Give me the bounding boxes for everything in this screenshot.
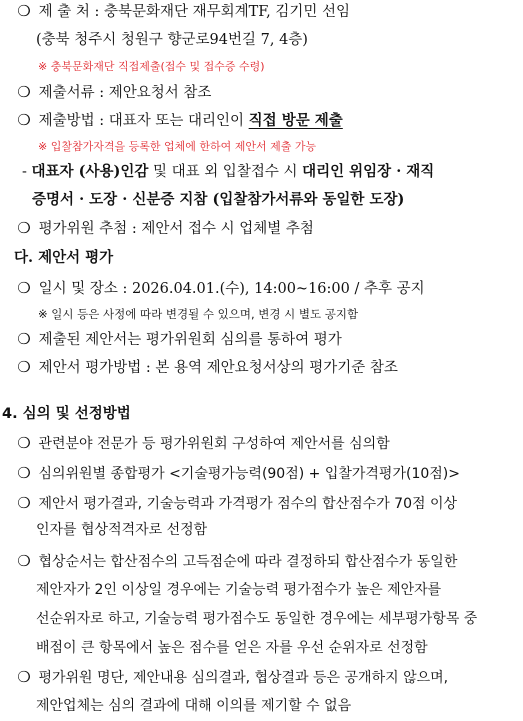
method-text: 제출방법 : 대표자 또는 대리인이 — [38, 113, 249, 129]
section-4-text: 4. 심의 및 선정방법 — [2, 406, 131, 422]
s4-item-1 — [14, 433, 390, 454]
note-agent-text: ※ 입찰참가자격을 등록한 업체에 한하여 제안서 제출 가능 — [38, 140, 317, 153]
s4-item-4-cont-2 — [36, 609, 477, 629]
s4-item-3-cont — [36, 520, 207, 540]
submit-place-text: 제 출 처 : 충북문화재단 재무회계TF, 김기민 선임 — [38, 4, 350, 20]
eval-committee-text: 제출된 제안서는 평가위원회 심의를 통하여 평가 — [38, 332, 342, 348]
circle-bullet-icon: ❍ — [17, 2, 31, 20]
s4-item-5-cont — [36, 696, 351, 716]
circle-bullet-icon: ❍ — [17, 494, 31, 512]
docs-text: 제출서류 : 제안요청서 참조 — [38, 85, 212, 101]
s4-item-4-text-d: 배점이 큰 항목에서 높은 점수를 얻은 자를 우선 순위자로 선정함 — [36, 640, 428, 656]
note-direct-text: ※ 충북문화재단 직접제출(접수 및 접수증 수령) — [38, 60, 265, 73]
s4-item-2-text: 심의위원별 종합평가 <기술평가능력(90점) + 입찰가격평가(10점)> — [38, 466, 460, 482]
section-da-heading — [14, 248, 113, 268]
circle-bullet-icon: ❍ — [17, 219, 31, 237]
evaluator-pick-text: 평가위원 추첨 : 제안서 접수 시 업체별 추첨 — [38, 221, 314, 237]
circle-bullet-icon: ❍ — [17, 330, 31, 348]
rep-seal-line — [22, 162, 434, 182]
note-direct-submission — [38, 57, 265, 77]
s4-item-2 — [14, 463, 460, 484]
rep-proxy-bold: 대리인 위임장 · 재직 — [302, 163, 435, 180]
s4-item-3-text-b: 인자를 협상적격자로 선정함 — [36, 522, 208, 538]
section-da-text: 다. 제안서 평가 — [14, 249, 114, 266]
evaluator-pick-line — [14, 218, 314, 239]
s4-item-1-text: 관련분야 전문가 등 평가위원회 구성하여 제안서를 심의함 — [38, 436, 390, 452]
rep-docs-text: 증명서 · 도장 · 신분증 지참 (입찰참가서류와 동일한 도장) — [32, 191, 405, 208]
s4-item-4-text-a: 협상순서는 합산점수의 고득점순에 따라 결정하되 합산점수가 동일한 — [38, 554, 458, 570]
circle-bullet-icon: ❍ — [17, 668, 31, 686]
circle-bullet-icon: ❍ — [17, 279, 31, 297]
address-text: (충북 청주시 청원구 향군로94번길 7, 4층) — [36, 32, 308, 48]
rep-docs-line — [32, 190, 404, 210]
s4-item-5 — [14, 667, 448, 688]
schedule-line — [14, 278, 425, 299]
s4-item-3-text-a: 제안서 평가결과, 기술능력과 가격평가 점수의 합산점수가 70점 이상 — [38, 496, 458, 512]
docs-line — [14, 82, 211, 103]
circle-bullet-icon: ❍ — [17, 464, 31, 482]
s4-item-3 — [14, 493, 457, 514]
eval-committee-line — [14, 329, 342, 350]
eval-method-line — [14, 357, 398, 378]
note-schedule — [38, 304, 358, 324]
address-line — [36, 30, 308, 50]
circle-bullet-icon: ❍ — [17, 552, 31, 570]
circle-bullet-icon: ❍ — [17, 434, 31, 452]
rep-seal-mid: 및 대표 외 입찰접수 시 — [148, 164, 303, 180]
s4-item-4-text-b: 제안자가 2인 이상일 경우에는 기술능력 평가점수가 높은 제안자를 — [36, 582, 442, 598]
schedule-text: 일시 및 장소 : 2026.04.01.(수), 14:00~16:00 / 추후 공지 — [38, 281, 425, 297]
circle-bullet-icon: ❍ — [17, 358, 31, 376]
dash-bullet: - — [22, 164, 27, 180]
note-schedule-text: ※ 일시 등은 사정에 따라 변경될 수 있으며, 변경 시 별도 공지함 — [38, 307, 359, 321]
note-agent — [38, 137, 316, 157]
section-4-heading — [2, 404, 131, 424]
s4-item-4-cont-3 — [36, 638, 428, 658]
submit-place-line — [14, 1, 350, 22]
eval-method-text: 제안서 평가방법 : 본 용역 제안요청서상의 평가기준 참조 — [38, 360, 398, 376]
s4-item-5-text-a: 평가위원 명단, 제안내용 심의결과, 협상결과 등은 공개하지 않으며, — [38, 670, 449, 686]
method-emphasis: 직접 방문 제출 — [248, 112, 343, 129]
rep-seal-bold: 대표자 (사용)인감 — [31, 163, 149, 180]
s4-item-5-text-b: 제안업체는 심의 결과에 대해 이의를 제기할 수 없음 — [36, 698, 352, 714]
method-line — [14, 110, 343, 131]
circle-bullet-icon: ❍ — [17, 111, 31, 129]
s4-item-4 — [14, 551, 457, 572]
s4-item-4-text-c: 선순위자로 하고, 기술능력 평가점수도 동일한 경우에는 세부평가항목 중 — [36, 611, 478, 627]
circle-bullet-icon: ❍ — [17, 83, 31, 101]
s4-item-4-cont-1 — [36, 580, 441, 600]
